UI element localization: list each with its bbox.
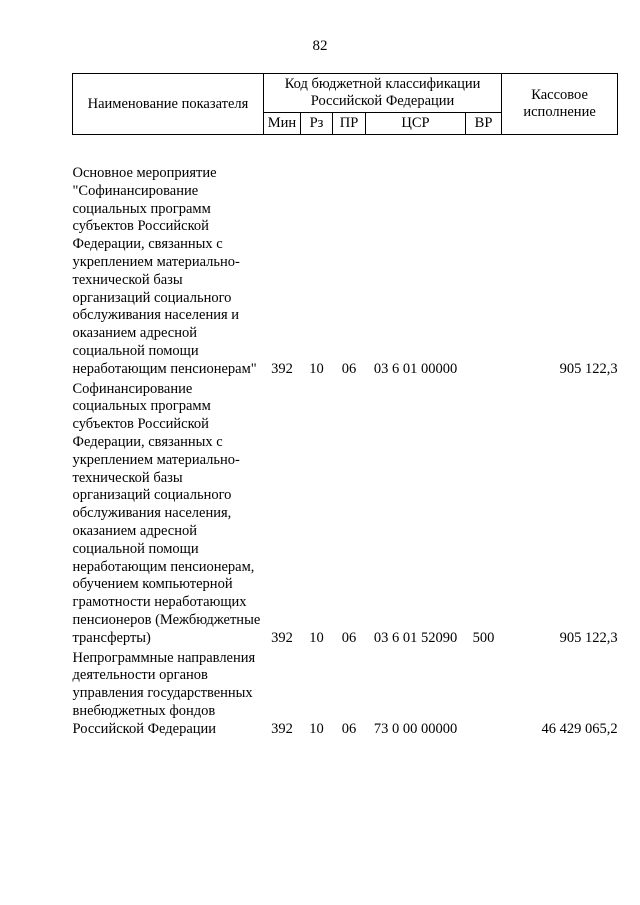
header-vr: ВР (466, 113, 502, 135)
row-rz: 10 (309, 720, 324, 737)
row-amount: 905 122,3 (559, 360, 618, 377)
row-vr: 500 (472, 629, 495, 646)
header-name: Наименование показателя (73, 74, 264, 135)
page-number: 82 (312, 38, 328, 54)
row-rz: 10 (309, 629, 324, 646)
row-min: 392 (271, 629, 293, 646)
budget-table (72, 73, 618, 739)
row-min: 392 (271, 720, 293, 737)
table-row (73, 650, 618, 739)
row-csr: 03 6 01 00000 (373, 360, 458, 377)
header-min: Мин (264, 113, 301, 135)
row-pr: 06 (341, 629, 357, 646)
row-rz: 10 (309, 360, 324, 377)
row-amount: 46 429 065,2 (541, 720, 618, 737)
row-min: 392 (271, 360, 293, 377)
header-csr: ЦСР (366, 113, 466, 135)
header-code-group: Код бюджетной классификации Российской Федерации (264, 74, 502, 113)
header-pr: ПР (333, 113, 366, 135)
header-execution: Кассовое исполнение (502, 74, 618, 135)
table-row (73, 165, 618, 379)
row-amount: 905 122,3 (559, 629, 618, 646)
row-vr (466, 650, 502, 739)
table-header (73, 74, 618, 135)
table-row (73, 381, 618, 648)
row-vr (466, 165, 502, 379)
header-rz: Рз (301, 113, 333, 135)
row-csr: 73 0 00 00000 (373, 720, 458, 737)
row-pr: 06 (341, 360, 357, 377)
row-pr: 06 (341, 720, 357, 737)
row-name: Софинансирование социальных программ субъектов Российской Федерации, связанных с укреплением материально-технической базы организаций социального обслуживания населения, оказанием адресной социальной помощи неработающим пенсионерам, обучением компьютерной грамотности неработающих пенсионеров (Межбюджетные трансферты) (72, 380, 261, 646)
row-csr: 03 6 01 52090 (373, 629, 458, 646)
row-name: Основное мероприятие "Софинансирование социальных программ субъектов Российской Федерации, связанных с укреплением материально-технической базы организаций социального обслуживания населения и оказанием адресной социальной помощи неработающим пенсионерам" (72, 165, 257, 377)
row-name: Непрограммные направления деятельности органов управления государственных внебюджетных фондов Российской Федерации (72, 649, 256, 737)
